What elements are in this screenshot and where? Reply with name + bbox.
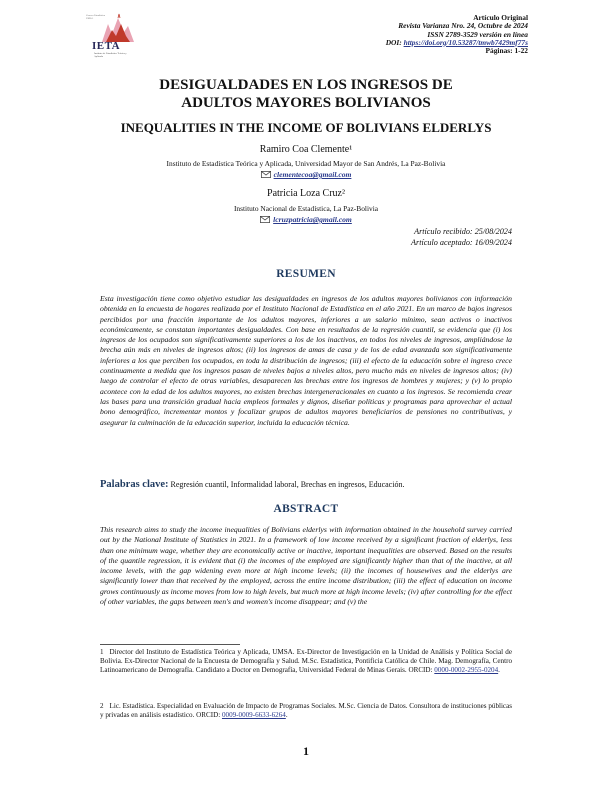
date-received: Artículo recibido: 25/08/2024 bbox=[414, 227, 512, 236]
footnote-1-text: Director del Instituto de Estadística Teórica y Aplicada, UMSA. Ex-Director de Investigación en la Unidad de Análisis y Política Social de Bolivia. Ex-Director Nacional de la Encuesta de Demografía y Salud. M.Sc. Estadística, Pontificia Católica de Chile. Mag. Demografía, Centro Latinoamericano de Demografía. Candidato a Doctor en Demografía, Universidad Federal de Minas Gerais. ORCID: bbox=[100, 648, 512, 674]
article-title bbox=[0, 76, 612, 112]
author-1-email[interactable]: clementecoa@gmail.com bbox=[273, 170, 352, 179]
article-type: Artículo Original bbox=[473, 13, 528, 22]
journal-meta bbox=[386, 14, 528, 55]
logo-mini-text: Carrera Estadística UMSA bbox=[86, 14, 105, 20]
abstract-heading: ABSTRACT bbox=[273, 503, 339, 515]
footnote-1-number: 1 bbox=[100, 648, 104, 656]
logo-tagline: Instituto de Estadística Teórica y Aplicada bbox=[94, 52, 127, 58]
resumen-text: Esta investigación tiene como objetivo estudiar las desigualdades en ingresos de los adultos mayores bolivianos con información obtenida en la encuesta de hogares realizada por el Instituto Nacional de Estadística en el año 2021. En un marco de bajos ingresos percibidos por una fracción importante de los adultos mayores, inferiores a un salario mínimo, sean activos o inactivos económicamente, se constatan importantes desigualdades. Con base en resultados de la regresión cuantil, se evidencia que (i) los ingresos de los ocupados son significativamente superiores a los de los inactivos, en todos los niveles de ingresos, ampliándose la brecha aún más en niveles de ingresos altos; (ii) los ingresos de amas de casa y de los de edad avanzada son significativamente inferiores a los que perciben los ocupados, en toda la distribución de ingresos; (iii) el efecto de la educación sobre el ingreso crece continuamente a medida que los ingresos pasan de niveles bajos a niveles altos, pero mucho más en niveles de ingresos altos; (iv) luego de controlar el efecto de otras variables, desaparecen las brechas entre los ingresos de hombres y mujeres; y (v) lo propio acontece con la edad de los adultos mayores, no existen brechas intergeneracionales en cuanto a los ingresos. Se recomienda crear las bases para una transición gradual hacia empleos formales y dignos, diseñar políticas y programas para aprovechar el actual bono demográfico, incrementar montos y focalizar grupos de adultos mayores beneficiarios de pensiones no contributivas, y asegurar la culminación de la educación superior, incluida la educación técnica. bbox=[100, 294, 512, 427]
keywords-line bbox=[100, 479, 512, 490]
journal-volume: Revista Varianza Nro. 24, Octubre de 2024 bbox=[398, 21, 528, 31]
article-dates bbox=[411, 227, 512, 248]
footnote-2-text: Lic. Estadística. Especialidad en Evaluación de Impacto de Programas Sociales. M.Sc. Ciencia de Datos. Consultora de instituciones públicas y privadas en análisis estadístico. ORCID: bbox=[100, 702, 512, 719]
mail-icon bbox=[260, 216, 270, 223]
author-1-affiliation: Instituto de Estadística Teórica y Aplicada, Universidad Mayor de San Andrés, La Paz-Bolivia bbox=[166, 159, 446, 168]
mail-icon bbox=[261, 171, 271, 178]
logo-name: IETA bbox=[92, 40, 121, 52]
resumen-heading: RESUMEN bbox=[276, 268, 336, 280]
date-accepted: Artículo aceptado: 16/09/2024 bbox=[411, 237, 512, 247]
footnote-1-orcid[interactable]: 0000-0002-2955-0204 bbox=[434, 666, 499, 674]
title-line-2: ADULTOS MAYORES BOLIVIANOS bbox=[181, 95, 431, 111]
journal-issn: ISSN 2789-3529 versión en línea bbox=[427, 29, 528, 39]
author-2-email-line bbox=[0, 215, 612, 224]
author-2-affiliation: Instituto Nacional de Estadística, La Paz-Bolivia bbox=[233, 204, 379, 213]
keywords-label: Palabras clave: bbox=[100, 479, 169, 490]
footnote-divider bbox=[100, 644, 240, 645]
english-title: INEQUALITIES IN THE INCOME OF BOLIVIANS ELDERLYS bbox=[120, 120, 492, 135]
abstract-text: This research aims to study the income inequalities of Bolivians elderlys with information obtained in the household survey carried out by the National Institute of Statistics in 2021. In a framework of low income received by a significant fraction of elderlys, less than one minimum wage, whether they are economically active or inactive, important inequalities are observed. Based on the results of the quantile regression, it is evident that (i) the incomes of the employed are significantly higher than that of the inactive, at all income levels, with the gap widening even more at high income levels; (ii) the incomes of housewives and the elderlys are significantly lower than that received by the employed, across the entire income distribution; (iii) the effect of education on income grows continuously as income moves from low to high levels, but much more at high income levels; (iv) after controlling for the effect of other variables, the gaps between men's and women's income disappear; and (v) the bbox=[100, 525, 512, 607]
author-1-name: Ramiro Coa Clemente¹ bbox=[259, 144, 353, 155]
author-2-email[interactable]: lcruzpatricia@gmail.com bbox=[273, 215, 352, 224]
footnote-1: 1 Director del Instituto de Estadística Teórica y Aplicada, UMSA. Ex-Director de Investigación en la Unidad de Análisis y Política Social de Bolivia. Ex-Director Nacional de la Encuesta de Demografía y Salud. M.Sc. Estadística, Pontificia Católica de Chile. Mag. Demografía, Centro Latinoamericano de Demografía. Candidato a Doctor en Demografía, Universidad Federal de Minas Gerais. ORCID: 0000-0002-2955-0204. bbox=[100, 648, 512, 674]
doi-label: DOI: bbox=[385, 37, 402, 47]
author-1-email-line bbox=[0, 170, 612, 179]
keywords-text: Regresión cuantil, Informalidad laboral, Brechas en ingresos, Educación. bbox=[170, 480, 405, 489]
footnote-2-orcid[interactable]: 0009-0009-6633-6264 bbox=[221, 711, 286, 719]
footnote-2-number: 2 bbox=[100, 702, 104, 710]
footnote-2: 2 Lic. Estadística. Especialidad en Evaluación de Impacto de Programas Sociales. M.Sc. Ciencia de Datos. Consultora de instituciones públicas y privadas en análisis estadístico. ORCID: 0009-0009-6633-6264. bbox=[100, 702, 512, 719]
author-2-name: Patricia Loza Cruz² bbox=[267, 188, 345, 199]
doi-link[interactable]: https://doi.org/10.53287/tmwb7429mf77s bbox=[403, 37, 528, 47]
title-line-1: DESIGUALDADES EN LOS INGRESOS DE bbox=[159, 77, 453, 93]
page-number: 1 bbox=[303, 744, 309, 758]
page-range: Páginas: 1-22 bbox=[485, 46, 528, 56]
